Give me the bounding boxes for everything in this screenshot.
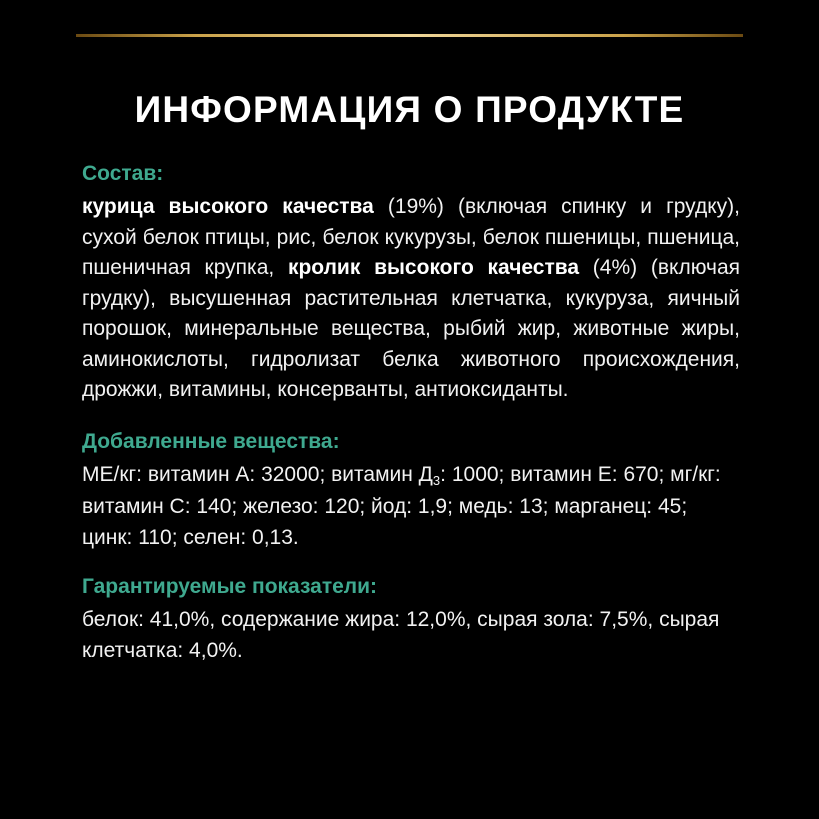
page-title: ИНФОРМАЦИЯ О ПРОДУКТЕ [134, 88, 685, 130]
additives-text-before: МЕ/кг: витамин А: 32000; витамин Д [82, 462, 433, 486]
composition-heading: Состав: [82, 162, 164, 185]
content-area [82, 160, 740, 666]
composition-body-1: (19%) (включая спинку и грудку), сухой белок птицы, рис, белок кукурузы, белок пшеницы, пшеница, пшеничная крупка, [82, 195, 740, 279]
additives-heading: Добавленные вещества: [82, 429, 340, 453]
additives-text-after: : 1000; витамин Е: 670; мг/кг: витамин С: 140; железо: 120; йод: 1,9; медь: 13; марганец: 45; цинк: 110; селен: 0,13. [82, 462, 721, 549]
composition-text [82, 192, 740, 406]
composition-highlight-rabbit: кролик высокого качества [287, 256, 580, 279]
composition-highlight-chicken: курица высокого качества [82, 195, 374, 218]
additives-subscript: 3 [432, 472, 441, 488]
guaranteed-analysis-text: белок: 41,0%, содержание жира: 12,0%, сырая зола: 7,5%, сырая клетчатка: 4,0%. [82, 608, 720, 662]
guaranteed-analysis-heading: Гарантируемые показатели: [82, 575, 378, 598]
gold-divider-rule [76, 34, 743, 37]
composition-body-2: (4%) (включая грудку), высушенная растительная клетчатка, кукуруза, яичный порошок, минеральные вещества, рыбий жир, животные жиры, аминокислоты, гидролизат белка животного происхождения, дрожжи, витамины, консерванты, антиоксиданты. [82, 256, 740, 401]
additives-text [82, 460, 740, 554]
